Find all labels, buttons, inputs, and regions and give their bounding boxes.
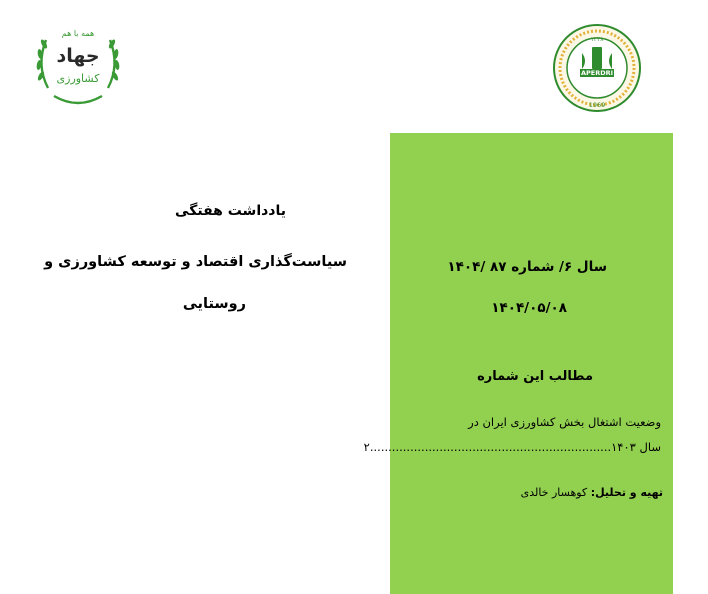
jehad-keshavarzi-logo-icon [28, 10, 128, 110]
weekly-note-heading: یادداشت هفتگی [175, 203, 286, 219]
contents-heading: مطالب این شماره [477, 369, 593, 384]
main-title-line-1: سیاست‌گذاری اقتصاد و توسعه کشاورزی و [44, 254, 347, 270]
aperdri-year-fa: ۱۳۴۸ [590, 36, 604, 43]
issue-info-panel [363, 133, 673, 594]
jehad-logo-top-text: جهاد [56, 45, 100, 67]
toc-item-title-text: وضعیت اشتغال بخش کشاورزی ایران در [468, 415, 661, 429]
toc-leader-dots: .................................................................. [369, 440, 612, 454]
main-title-line-2: روستایی [182, 296, 246, 312]
jehad-logo-arc-text: همه با هم [61, 29, 95, 38]
aperdri-year: 1969 [588, 101, 606, 109]
prepared-by-label: تهیه و تحلیل: [590, 486, 663, 499]
jehad-logo-bottom-text: کشاورزی [56, 72, 100, 85]
prepared-by [521, 486, 663, 499]
aperdri-institute-seal-icon [552, 23, 642, 113]
aperdri-acronym: APERDRI [580, 69, 614, 77]
toc-item-title [468, 415, 661, 429]
toc-item-year: سال ۱۴۰۳ [611, 440, 661, 454]
toc-item-page: ۲ [363, 440, 370, 454]
toc-item-page-line [364, 440, 661, 454]
prepared-by-name: کوهسار خالدی [520, 486, 588, 499]
issue-number: سال ۶/ شماره ۸۷ /۱۴۰۴ [447, 259, 607, 275]
issue-date: ۱۴۰۴/۰۵/۰۸ [491, 300, 567, 316]
